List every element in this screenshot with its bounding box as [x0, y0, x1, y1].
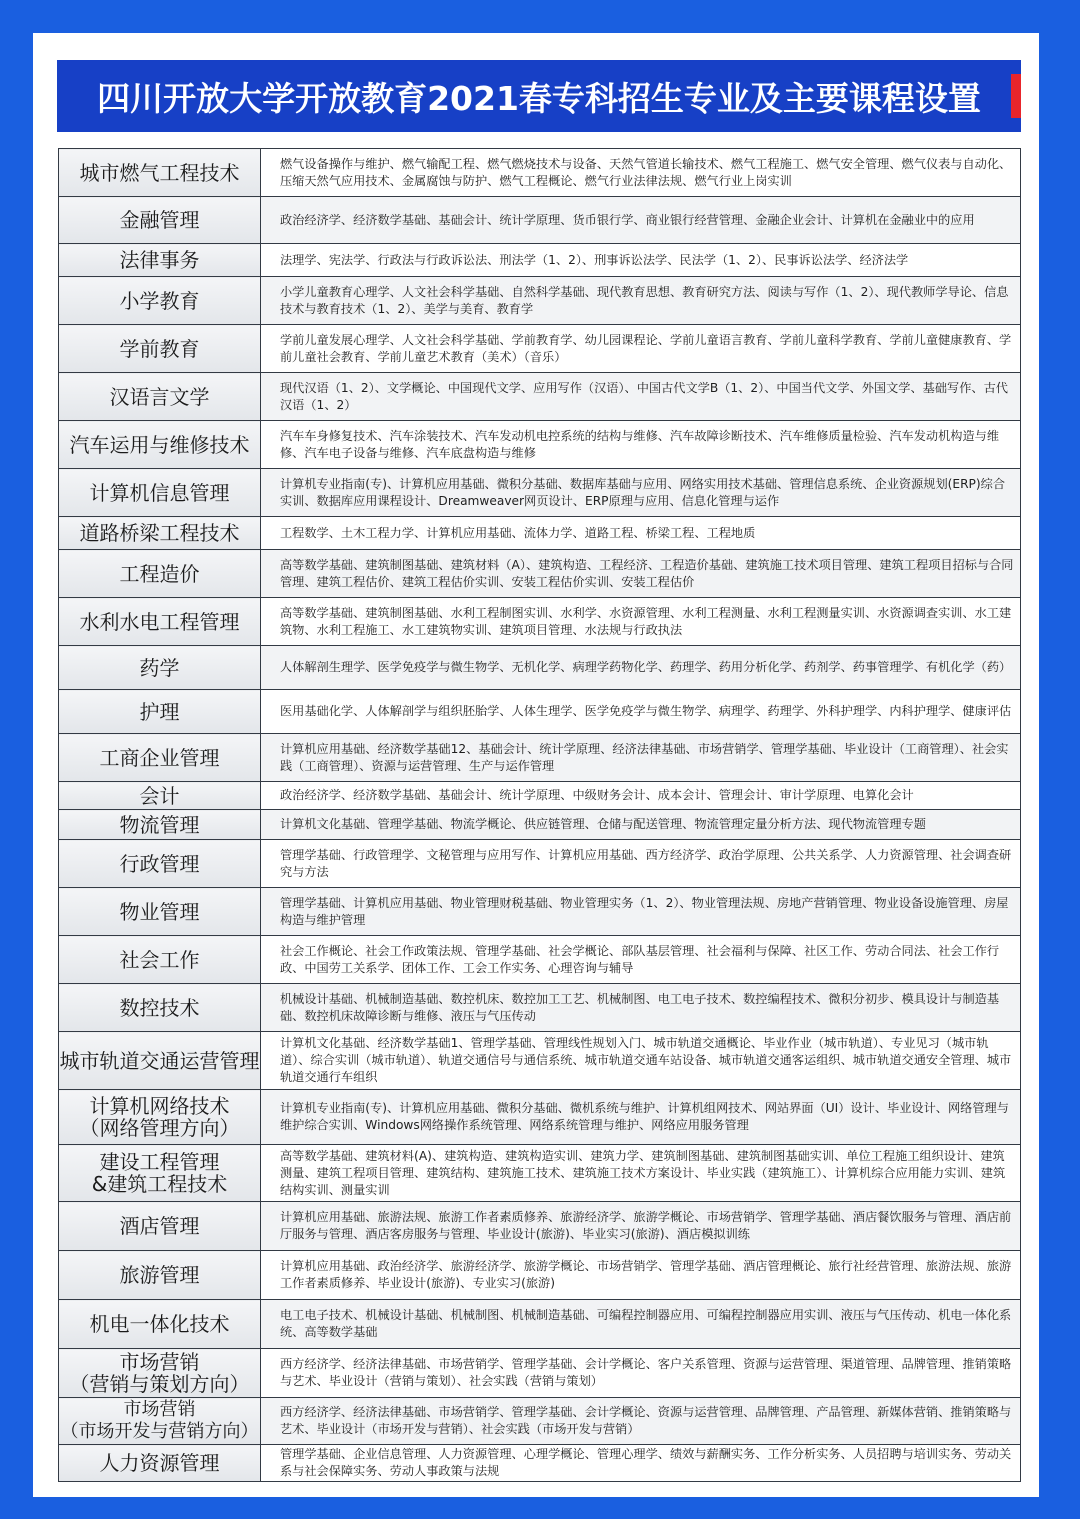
major-name: 市场营销 （市场开发与营销方向）	[59, 1398, 261, 1445]
table-row	[59, 888, 1021, 936]
major-name: 物业管理	[59, 888, 261, 936]
table-row	[59, 469, 1021, 517]
course-list: 高等数学基础、建筑制图基础、水利工程制图实训、水利学、水资源管理、水利工程测量、水利工程测量实训、水资源调查实训、水工建筑物、水利工程施工、水工建筑物实训、建筑项目管理、水法规与行政执法	[261, 598, 1021, 646]
major-name: 旅游管理	[59, 1251, 261, 1300]
course-list: 管理学基础、计算机应用基础、物业管理财税基础、物业管理实务（1、2）、物业管理法规、房地产营销管理、物业设备设施管理、房屋构造与维护管理	[261, 888, 1021, 936]
course-list: 计算机文化基础、经济数学基础1、管理学基础、管理线性规划入门、城市轨道交通概论、毕业作业（城市轨道）、专业见习（城市轨道）、综合实训（城市轨道）、轨道交通信号与通信系统、城市轨道交通车站设备、城市轨道交通客运组织、城市轨道交通安全管理、城市轨道交通行车组织	[261, 1032, 1021, 1090]
table-row	[59, 936, 1021, 984]
course-list: 现代汉语（1、2）、文学概论、中国现代文学、应用写作（汉语）、中国古代文学B（1、2）、中国当代文学、外国文学、基础写作、古代汉语（1、2）	[261, 373, 1021, 421]
course-list: 计算机专业指南(专)、计算机应用基础、微积分基础、数据库基础与应用、网络实用技术基础、管理信息系统、企业资源规划(ERP)综合实训、数据库应用课程设计、Dreamweaver网页设计、ERP原理与应用、信息化管理与运作	[261, 469, 1021, 517]
table-row	[59, 734, 1021, 782]
major-name: 计算机信息管理	[59, 469, 261, 517]
course-list: 政治经济学、经济数学基础、基础会计、统计学原理、中级财务会计、成本会计、管理会计、审计学原理、电算化会计	[261, 782, 1021, 810]
major-name: 汉语言文学	[59, 373, 261, 421]
major-name: 机电一体化技术	[59, 1300, 261, 1349]
course-list: 医用基础化学、人体解剖学与组织胚胎学、人体生理学、医学免疫学与微生物学、病理学、药理学、外科护理学、内科护理学、健康评估	[261, 690, 1021, 734]
major-name: 小学教育	[59, 277, 261, 325]
table-row	[59, 1145, 1021, 1202]
course-list: 燃气设备操作与维护、燃气输配工程、燃气燃烧技术与设备、天然气管道长输技术、燃气工程施工、燃气安全管理、燃气仪表与自动化、压缩天然气应用技术、金属腐蚀与防护、燃气工程概论、燃气行业法律法规、燃气行业上岗实训	[261, 149, 1021, 197]
course-list: 人体解剖生理学、医学免疫学与微生物学、无机化学、病理学药物化学、药理学、药用分析化学、药剂学、药事管理学、有机化学（药）	[261, 646, 1021, 690]
course-list: 法理学、宪法学、行政法与行政诉讼法、刑法学（1、2）、刑事诉讼法学、民法学（1、2）、民事诉讼法学、经济法学	[261, 244, 1021, 277]
major-name: 法律事务	[59, 244, 261, 277]
table-row	[59, 810, 1021, 840]
major-name: 道路桥梁工程技术	[59, 517, 261, 550]
table-row	[59, 550, 1021, 598]
course-list: 计算机文化基础、管理学基础、物流学概论、供应链管理、仓储与配送管理、物流管理定量分析方法、现代物流管理专题	[261, 810, 1021, 840]
major-name: 市场营销 （营销与策划方向）	[59, 1349, 261, 1398]
table-row	[59, 1445, 1021, 1482]
major-name: 计算机网络技术 （网络管理方向）	[59, 1090, 261, 1145]
major-name: 数控技术	[59, 984, 261, 1032]
course-list: 西方经济学、经济法律基础、市场营销学、管理学基础、会计学概论、客户关系管理、资源与运营管理、渠道管理、品牌管理、推销策略与艺术、毕业设计（营销与策划）、社会实践（营销与策划）	[261, 1349, 1021, 1398]
table-row	[59, 1090, 1021, 1145]
major-name: 汽车运用与维修技术	[59, 421, 261, 469]
table-row	[59, 1032, 1021, 1090]
major-name: 工商企业管理	[59, 734, 261, 782]
major-name: 金融管理	[59, 197, 261, 244]
major-name: 药学	[59, 646, 261, 690]
title-accent-mark	[1011, 74, 1021, 118]
table-row	[59, 1202, 1021, 1251]
major-name: 建设工程管理 &建筑工程技术	[59, 1145, 261, 1202]
course-list: 计算机应用基础、经济数学基础12、基础会计、统计学原理、经济法律基础、市场营销学、管理学基础、毕业设计（工商管理）、社会实践（工商管理）、资源与运营管理、生产与运作管理	[261, 734, 1021, 782]
course-list: 高等数学基础、建筑材料(A)、建筑构造、建筑构造实训、建筑力学、建筑制图基础、建筑制图基础实训、单位工程施工组织设计、建筑测量、建筑工程项目管理、建筑结构、建筑施工技术、建筑施工技术方案设计、毕业实践（建筑施工）、计算机综合应用能力实训、建筑结构实训、测量实训	[261, 1145, 1021, 1202]
major-name: 水利水电工程管理	[59, 598, 261, 646]
course-list: 学前儿童发展心理学、人文社会科学基础、学前教育学、幼儿园课程论、学前儿童语言教育、学前儿童科学教育、学前儿童健康教育、学前儿童社会教育、学前儿童艺术教育（美术）（音乐）	[261, 325, 1021, 373]
major-name: 会计	[59, 782, 261, 810]
course-list: 政治经济学、经济数学基础、基础会计、统计学原理、货币银行学、商业银行经营管理、金融企业会计、计算机在金融业中的应用	[261, 197, 1021, 244]
course-table	[58, 148, 1021, 1482]
major-name: 护理	[59, 690, 261, 734]
table-row	[59, 782, 1021, 810]
table-row	[59, 517, 1021, 550]
course-list: 计算机应用基础、旅游法规、旅游工作者素质修养、旅游经济学、旅游学概论、市场营销学、管理学基础、酒店餐饮服务与管理、酒店前厅服务与管理、酒店客房服务与管理、毕业设计(旅游)、毕业实习(旅游)、酒店模拟训练	[261, 1202, 1021, 1251]
table-row	[59, 325, 1021, 373]
major-name: 工程造价	[59, 550, 261, 598]
table-row	[59, 646, 1021, 690]
major-name: 社会工作	[59, 936, 261, 984]
major-name: 学前教育	[59, 325, 261, 373]
table-row	[59, 984, 1021, 1032]
table-row	[59, 1349, 1021, 1398]
table-row	[59, 373, 1021, 421]
major-name: 行政管理	[59, 840, 261, 888]
major-name: 城市燃气工程技术	[59, 149, 261, 197]
table-row	[59, 1300, 1021, 1349]
course-list: 汽车车身修复技术、汽车涂装技术、汽车发动机电控系统的结构与维修、汽车故障诊断技术、汽车维修质量检验、汽车发动机构造与维修、汽车电子设备与维修、汽车底盘构造与维修	[261, 421, 1021, 469]
course-list: 社会工作概论、社会工作政策法规、管理学基础、社会学概论、部队基层管理、社会福利与保障、社区工作、劳动合同法、社会工作行政、中国劳工关系学、团体工作、工会工作实务、心理咨询与辅导	[261, 936, 1021, 984]
course-list: 机械设计基础、机械制造基础、数控机床、数控加工工艺、机械制图、电工电子技术、数控编程技术、微积分初步、模具设计与制造基础、数控机床故障诊断与维修、液压与气压传动	[261, 984, 1021, 1032]
table-row	[59, 598, 1021, 646]
table-row	[59, 197, 1021, 244]
major-name: 城市轨道交通运营管理	[59, 1032, 261, 1090]
course-list: 高等数学基础、建筑制图基础、建筑材料（A）、建筑构造、工程经济、工程造价基础、建筑施工技术项目管理、建筑工程项目招标与合同管理、建筑工程估价、建筑工程估价实训、安装工程估价实训、安装工程估价	[261, 550, 1021, 598]
course-list: 工程数学、土木工程力学、计算机应用基础、流体力学、道路工程、桥梁工程、工程地质	[261, 517, 1021, 550]
course-list: 计算机专业指南(专)、计算机应用基础、微积分基础、微机系统与维护、计算机组网技术、网站界面（UI）设计、毕业设计、网络管理与维护综合实训、Windows网络操作系统管理、网络系统管理与维护、网络应用服务管理	[261, 1090, 1021, 1145]
table-row	[59, 244, 1021, 277]
course-list: 管理学基础、企业信息管理、人力资源管理、心理学概论、管理心理学、绩效与薪酬实务、工作分析实务、人员招聘与培训实务、劳动关系与社会保障实务、劳动人事政策与法规	[261, 1445, 1021, 1482]
course-list: 计算机应用基础、政治经济学、旅游经济学、旅游学概论、市场营销学、管理学基础、酒店管理概论、旅行社经营管理、旅游法规、旅游工作者素质修养、毕业设计(旅游)、专业实习(旅游)	[261, 1251, 1021, 1300]
table-row	[59, 1251, 1021, 1300]
major-name: 物流管理	[59, 810, 261, 840]
page-title: 四川开放大学开放教育2021春专科招生专业及主要课程设置	[97, 78, 981, 118]
table-row	[59, 1398, 1021, 1445]
table-row	[59, 149, 1021, 197]
table-row	[59, 277, 1021, 325]
table-row	[59, 421, 1021, 469]
major-name: 酒店管理	[59, 1202, 261, 1251]
major-name: 人力资源管理	[59, 1445, 261, 1482]
title-banner	[57, 60, 1021, 132]
course-list: 小学儿童教育心理学、人文社会科学基础、自然科学基础、现代教育思想、教育研究方法、阅读与写作（1、2）、现代教师学导论、信息技术与教育技术（1、2）、美学与美育、教育学	[261, 277, 1021, 325]
table-row	[59, 690, 1021, 734]
course-list: 西方经济学、经济法律基础、市场营销学、管理学基础、会计学概论、资源与运营管理、品牌管理、产品管理、新媒体营销、推销策略与艺术、毕业设计（市场开发与营销）、社会实践（市场开发与营销）	[261, 1398, 1021, 1445]
course-list: 管理学基础、行政管理学、文秘管理与应用写作、计算机应用基础、西方经济学、政治学原理、公共关系学、人力资源管理、社会调查研究与方法	[261, 840, 1021, 888]
course-list: 电工电子技术、机械设计基础、机械制图、机械制造基础、可编程控制器应用、可编程控制器应用实训、液压与气压传动、机电一体化系统、高等数学基础	[261, 1300, 1021, 1349]
table-row	[59, 840, 1021, 888]
